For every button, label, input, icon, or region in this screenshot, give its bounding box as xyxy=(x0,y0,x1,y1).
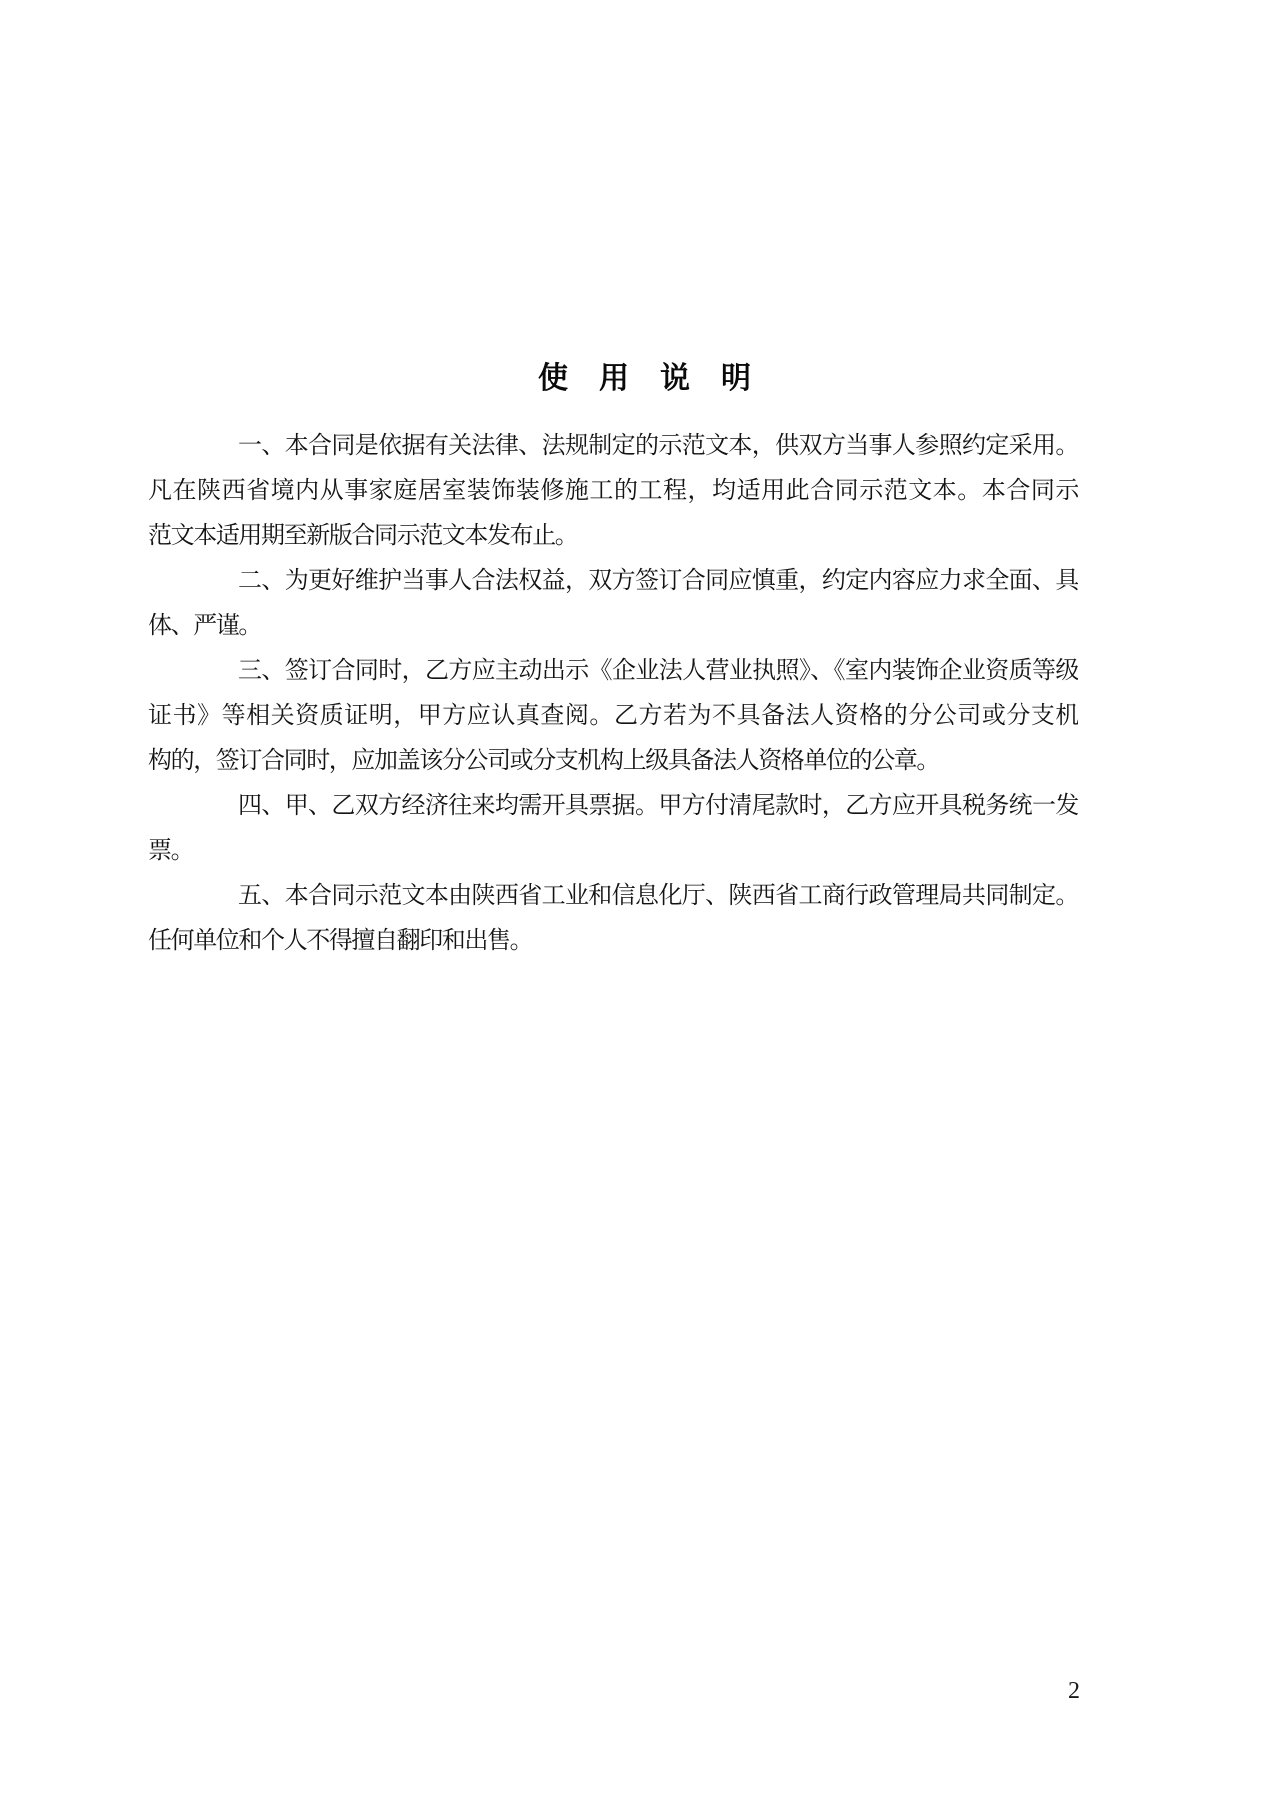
text-line: 构的，签订合同时，应加盖该分公司或分支机构上级具备法人资格单位的公章。 xyxy=(148,748,939,774)
text-line: 三、签订合同时，乙方应主动出示《企业法人营业执照》、《室内装饰企业资质等级 xyxy=(238,658,1078,684)
page-number: 2 xyxy=(1068,1678,1080,1704)
text-line: 四、甲、乙双方经济往来均需开具票据。甲方付清尾款时，乙方应开具税务统一发 xyxy=(238,793,1078,819)
paragraph xyxy=(148,424,1078,559)
paragraph xyxy=(148,559,1078,649)
text-line: 票。 xyxy=(148,838,194,864)
text-line: 证书》等相关资质证明，甲方应认真查阅。乙方若为不具备法人资格的分公司或分支机 xyxy=(148,703,1078,729)
document-title: 使用说明 xyxy=(538,362,782,395)
text-line: 范文本适用期至新版合同示范文本发布止。 xyxy=(148,523,578,549)
text-line: 一、本合同是依据有关法律、法规制定的示范文本，供双方当事人参照约定采用。 xyxy=(238,433,1078,459)
text-line: 体、严谨。 xyxy=(148,613,261,639)
text-line: 凡在陕西省境内从事家庭居室装饰装修施工的工程，均适用此合同示范文本。本合同示 xyxy=(148,478,1078,504)
text-line: 任何单位和个人不得擅自翻印和出售。 xyxy=(148,928,533,954)
paragraph xyxy=(148,649,1078,784)
text-line: 五、本合同示范文本由陕西省工业和信息化厅、陕西省工商行政管理局共同制定。 xyxy=(238,883,1078,909)
paragraph xyxy=(148,784,1078,874)
paragraph xyxy=(148,874,1078,964)
document-body xyxy=(148,424,1078,964)
text-line: 二、为更好维护当事人合法权益，双方签订合同应慎重，约定内容应力求全面、具 xyxy=(238,568,1078,594)
